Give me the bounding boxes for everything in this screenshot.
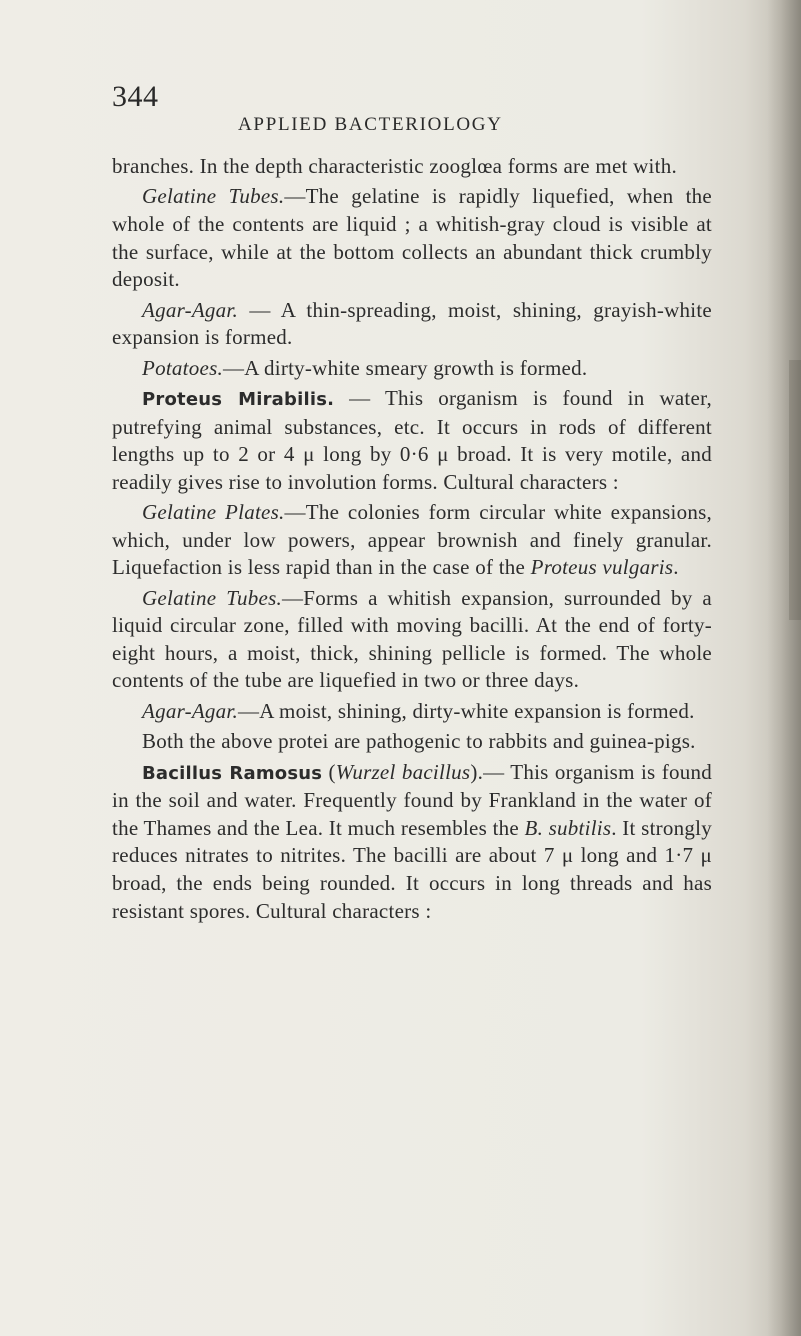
italic-species: Proteus vulgaris [530, 555, 674, 580]
page-edge-stain [789, 360, 801, 620]
paragraph-gelatine-plates [112, 499, 712, 582]
italic-species: B. subtilis [524, 815, 612, 840]
paragraph-gelatine-tubes-1 [112, 183, 712, 293]
species-heading: Proteus Mirabilis. [142, 388, 335, 410]
italic-synonym: Wurzel bacillus [335, 759, 471, 784]
paragraph-text: Both the above protei are pathogenic to rabbits and guinea-pigs. [142, 729, 696, 754]
paragraph-tail: . It strongly reduces nitrates to nitrites. The bacilli are about 7 μ long and 1·7 μ broad, the ends being rounded. It occurs in long threads and has resistant spores. Cultural characters : [112, 815, 712, 923]
paragraph-heading: Gelatine Tubes. [142, 184, 285, 209]
paragraph-text: branches. In the depth characteristic zooglœa forms are met with. [112, 154, 677, 178]
page-header [112, 80, 672, 150]
paragraph-text: —A moist, shining, dirty-white expansion is formed. [238, 698, 695, 723]
paragraph-agar-agar-2 [112, 698, 712, 726]
page-edge-shadow [767, 0, 801, 1336]
paragraph-heading: Agar-Agar. [142, 297, 238, 322]
paragraph-text: — A thin-spreading, moist, shining, grayish-white expansion is formed. [112, 297, 712, 350]
paragraph-tail: . [673, 555, 679, 580]
paragraph-potatoes [112, 355, 712, 383]
paragraph-agar-agar-1 [112, 297, 712, 352]
page-number: 344 [112, 80, 159, 113]
paragraph-text: —A dirty-white smeary growth is formed. [223, 355, 588, 380]
paren-open: ( [322, 759, 336, 784]
running-title: APPLIED BACTERIOLOGY [238, 114, 503, 135]
paragraph-bacillus-ramosus [112, 759, 712, 926]
paragraph-text: — This organism is found in water, putrefying animal substances, etc. It occurs in rods of different lengths up to 2 or 4 μ long by 0·6 μ broad. It is very motile, and readily gives rise to involution forms. Cultural characters : [112, 385, 712, 494]
paragraph-heading: Gelatine Plates. [142, 500, 285, 525]
paragraph-heading: Gelatine Tubes. [142, 585, 283, 610]
species-heading: Bacillus Ramosus [142, 762, 323, 784]
body-text [112, 153, 712, 928]
paragraph-text: —Forms a whitish expansion, surrounded by a liquid circular zone, filled with moving bacilli. At the end of forty-eight hours, a moist, thick, shining pellicle is formed. The whole contents of the tube are liquefied in two or three days. [112, 585, 712, 693]
paragraph-continuation [112, 153, 712, 181]
paragraph-heading: Potatoes. [142, 355, 223, 380]
paragraph-gelatine-tubes-2 [112, 585, 712, 695]
paragraph-proteus-mirabilis [112, 385, 712, 496]
paragraph-text: —The gelatine is rapidly liquefied, when the whole of the contents are liquid ; a whitish-gray cloud is visible at the surface, while at the bottom collects an abundant thick crumbly deposit. [112, 184, 713, 292]
paragraph-text: — This organism is found in the soil and water. Frequently found by Frankland in the water of the Thames and the Lea. It much resembles the [112, 759, 712, 840]
paragraph-text: —The colonies form circular white expansions, which, under low powers, appear brownish and finely granular. Liquefaction is less rapid than in the case of the [112, 500, 713, 580]
paragraph-protei-pathogenic [112, 728, 712, 756]
paragraph-heading: Agar-Agar. [142, 698, 238, 723]
paren-close: ). [470, 759, 484, 784]
